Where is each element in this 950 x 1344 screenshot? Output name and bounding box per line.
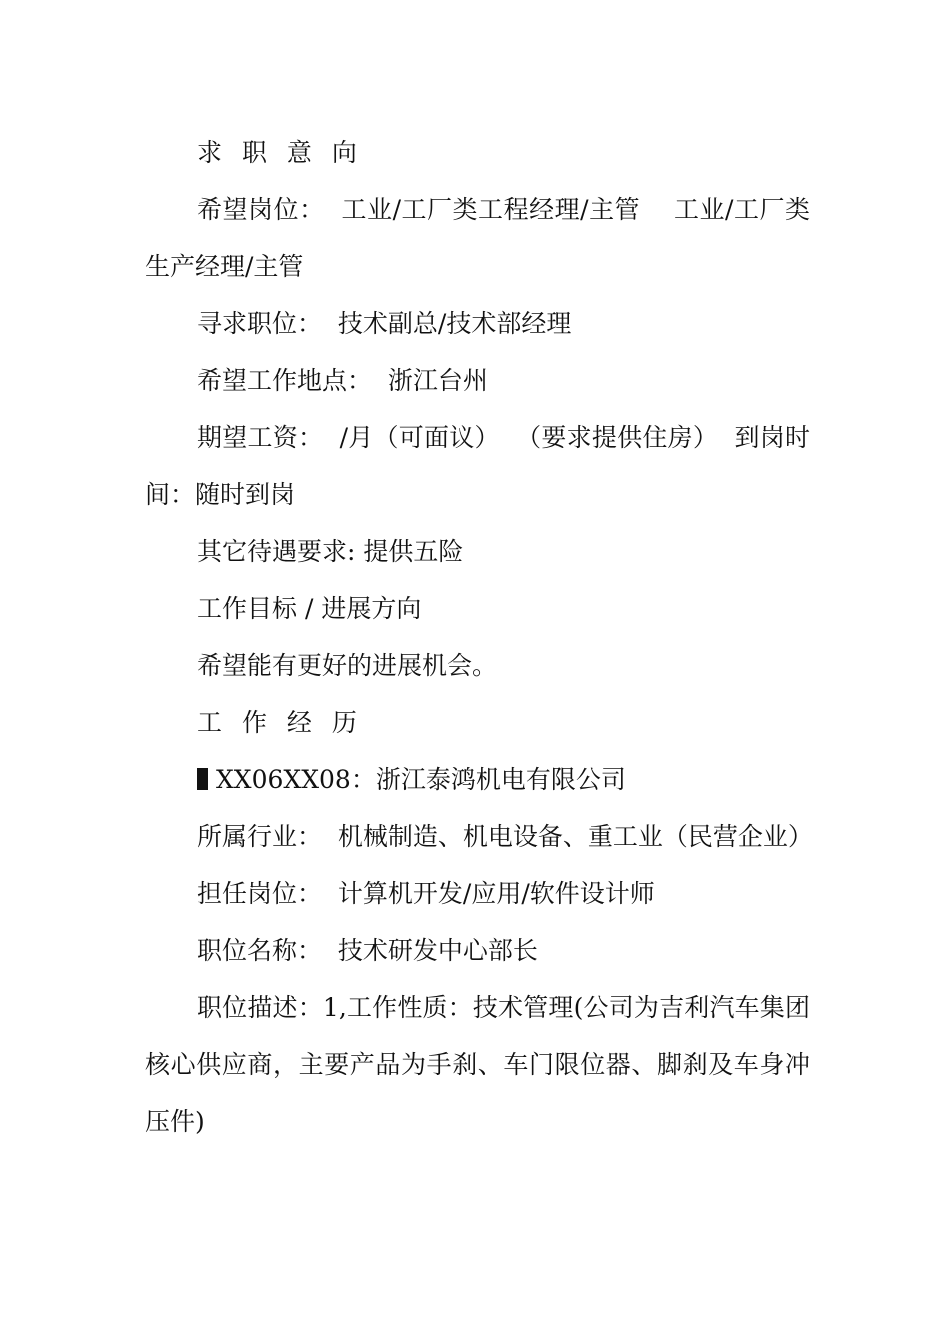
goal-text-line: 希望能有更好的进展机会。 [197,651,498,680]
desired-position-line: 希望岗位： 工业/工厂类工程经理/主管 工业/工厂类生产经理/主管 [145,195,810,281]
seek-position-line: 寻求职位： 技术副总/技术部经理 [197,309,572,338]
document-body [145,124,813,1150]
description-line: 职位描述：1,工作性质：技术管理(公司为吉利汽车集团核心供应商，主要产品为手刹、车门限位器、脚刹及车身冲压件) [145,993,810,1136]
section-heading-job-intent: 求 职 意 向 [197,138,363,167]
company-line-text: XX06XX08：浙江泰鸿机电有限公司 [216,765,626,794]
goal-title-line: 工作目标 / 进展方向 [197,594,422,623]
company-line [145,751,810,808]
section-heading-work-experience: 工 作 经 历 [197,708,363,737]
expected-salary-line: 期望工资： /月（可面议） （要求提供住房） 到岗时间：随时到岗 [145,423,810,509]
position-line: 担任岗位： 计算机开发/应用/软件设计师 [197,879,655,908]
other-benefits-line: 其它待遇要求: 提供五险 [197,537,464,566]
industry-line: 所属行业： 机械制造、机电设备、重工业（民营企业） [197,822,813,851]
desired-location-line: 希望工作地点： 浙江台州 [197,366,488,395]
title-line: 职位名称： 技术研发中心部长 [197,936,538,965]
bullet-icon [197,768,208,790]
